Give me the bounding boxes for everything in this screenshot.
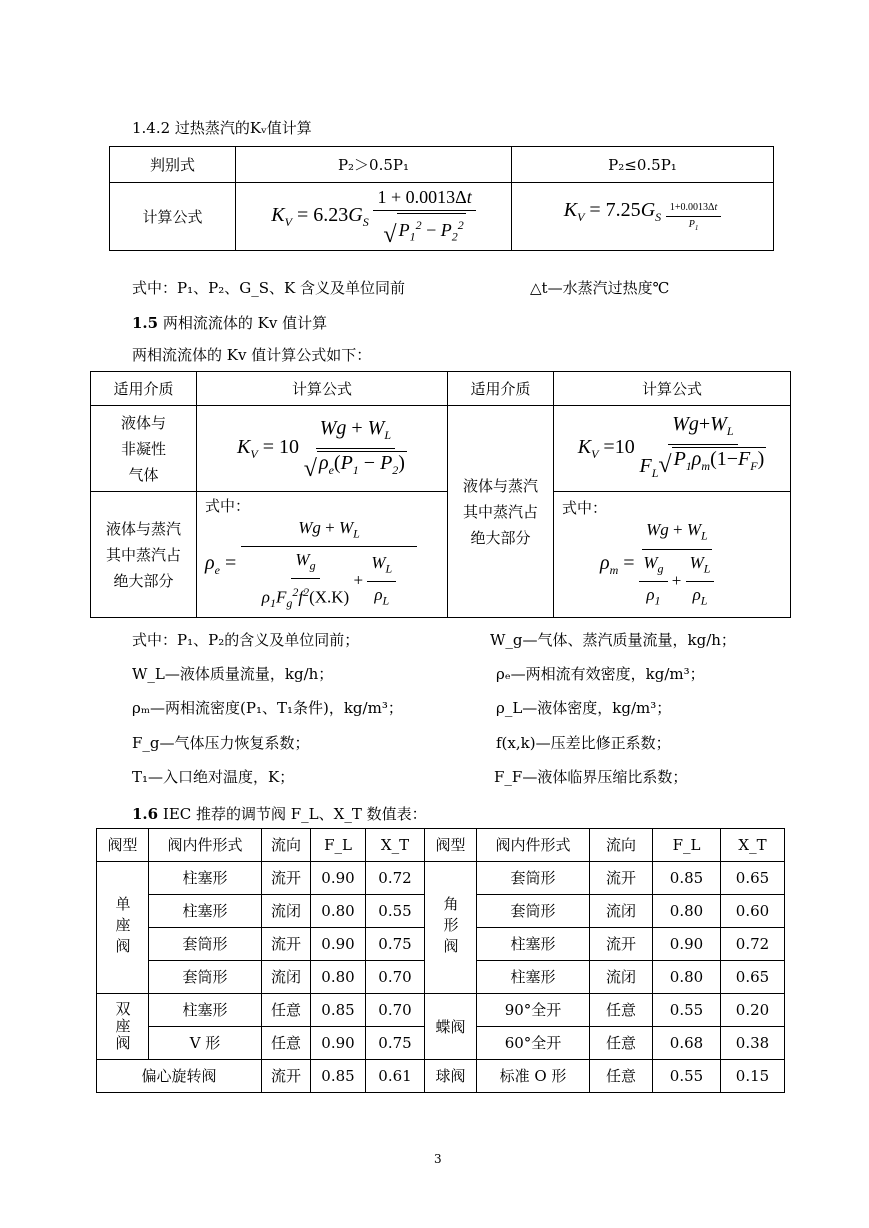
formula-header-2: 计算公式 [554,372,791,406]
condition-p2-le-header: P₂≤0.5P₁ [512,147,774,183]
header-fl: F_L [311,829,366,862]
formula-kv-subcritical: $K_V = 6.23G_S$ 1 + 0.0013Δt √ $P_1^2 - P_2^2$ [236,183,512,251]
note2-r4: F_F—液体临界压缩比系数； [494,768,688,786]
header-flow-2: 流向 [590,829,653,862]
header-valve-type-2: 阀型 [425,829,477,862]
valve-coefficient-table [96,828,785,1093]
superheated-steam-table [109,146,774,251]
page-number: 3 [434,1152,442,1166]
medium-liquid-steam: 液体与蒸汽 其中蒸汽占 绝大部分 [91,492,197,618]
single-seat-valve-label: 单座阀 [97,862,149,994]
intro-paragraph: 两相流流体的 Kv 值计算公式如下： [132,346,372,364]
medium-liquid-steam-right: 液体与蒸汽 其中蒸汽占 绝大部分 [448,406,554,618]
note-table1-left: 式中：P₁、P₂、G_S、K 含义及单位同前 [132,279,405,297]
table-row: 偏心旋转阀 流开 0.85 0.61 球阀 标准 O 形 任意 0.55 0.15 [97,1060,785,1093]
eccentric-rotary-valve-label: 偏心旋转阀 [97,1060,262,1093]
section-heading-1-6 [132,804,427,824]
formula-row-label: 计算公式 [110,183,236,251]
note2-l2: ρₘ—两相流密度(P₁、T₁条件)，kg/m³； [132,699,403,717]
note2-r2: ρ_L—液体密度，kg/m³； [496,699,672,717]
formula-rho-e: 式中： $\rho_e$ = $Wg + W_L$ $\frac{W_g}{\rho_1F_g^2f^2(X.K)}$ + $\frac{W_L}{\rho_L}$ [197,492,448,618]
note2-r0: W_g—气体、蒸汽质量流量，kg/h； [490,631,736,649]
double-seat-valve-label: 双座阀 [97,994,149,1060]
header-fl-2: F_L [653,829,721,862]
two-phase-table [90,371,791,618]
header-xt: X_T [366,829,425,862]
formula-rho-m: 式中： $\rho_m$ = $Wg + W_L$ $\frac{W_g}{\rho_1}$ + $\frac{W_L}{\rho_L}$ [554,492,791,618]
medium-header-2: 适用介质 [448,372,554,406]
medium-liquid-gas: 液体与 非凝性 气体 [91,406,197,492]
medium-header: 适用介质 [91,372,197,406]
header-trim: 阀内件形式 [149,829,262,862]
table-row: 单座阀 柱塞形 流开 0.90 0.72 角形阀 套筒形 流开 0.85 0.65 [97,862,785,895]
note2-l4: T₁—入口绝对温度，K； [132,768,295,786]
note-table1-right: △t—水蒸汽过热度℃ [530,279,670,297]
section-heading-1-5 [132,313,327,333]
formula-header: 计算公式 [197,372,448,406]
section-title: 两相流流体的 Kv 值计算 [162,314,328,332]
header-flow: 流向 [262,829,311,862]
condition-p2-gt-header: P₂＞0.5P₁ [236,147,512,183]
header-trim-2: 阀内件形式 [477,829,590,862]
formula-kv-liquid-steam: $K_V =10$ $Wg+W_L$ $F_L$ √ $P_1\rho_m(1-F_F)$ [554,406,791,492]
section-number: 1.6 [132,805,159,823]
note2-r1: ρₑ—两相流有效密度，kg/m³； [496,665,705,683]
table-row: V 形 任意 0.90 0.75 60°全开 任意 0.68 0.38 [97,1027,785,1060]
table-row: 套筒形 流闭 0.80 0.70 柱塞形 流闭 0.80 0.65 [97,961,785,994]
ball-valve-label: 球阀 [425,1060,477,1093]
butterfly-valve-label: 蝶阀 [425,994,477,1060]
table-row: 双座阀 柱塞形 任意 0.85 0.70 蝶阀 90°全开 任意 0.55 0.20 [97,994,785,1027]
section-title: IEC 推荐的调节阀 F_L、X_T 数值表： [162,805,427,823]
note2-l0: 式中：P₁、P₂的含义及单位同前； [132,631,360,649]
criterion-header: 判别式 [110,147,236,183]
formula-kv-liquid-gas: $K_V = 10$ $Wg + W_L$ √ $\rho_e(P_1 - P_2)$ [197,406,448,492]
section-number: 1.5 [132,314,159,332]
header-valve-type: 阀型 [97,829,149,862]
formula-kv-critical: $K_V = 7.25G_S$ $\frac{1+0.0013\Delta t}{P_1}$ [512,183,774,251]
table-row: 柱塞形 流闭 0.80 0.55 套筒形 流闭 0.80 0.60 [97,895,785,928]
note2-l1: W_L—液体质量流量，kg/h； [132,665,334,683]
table-row: 套筒形 流开 0.90 0.75 柱塞形 流开 0.90 0.72 [97,928,785,961]
header-xt-2: X_T [721,829,785,862]
section-heading-1-4-2: 1.4.2 过热蒸汽的Kᵥ值计算 [132,119,312,137]
angle-valve-label: 角形阀 [425,862,477,994]
note2-l3: F_g—气体压力恢复系数； [132,734,310,752]
note2-r3: f(x,k)—压差比修正系数； [496,734,671,752]
